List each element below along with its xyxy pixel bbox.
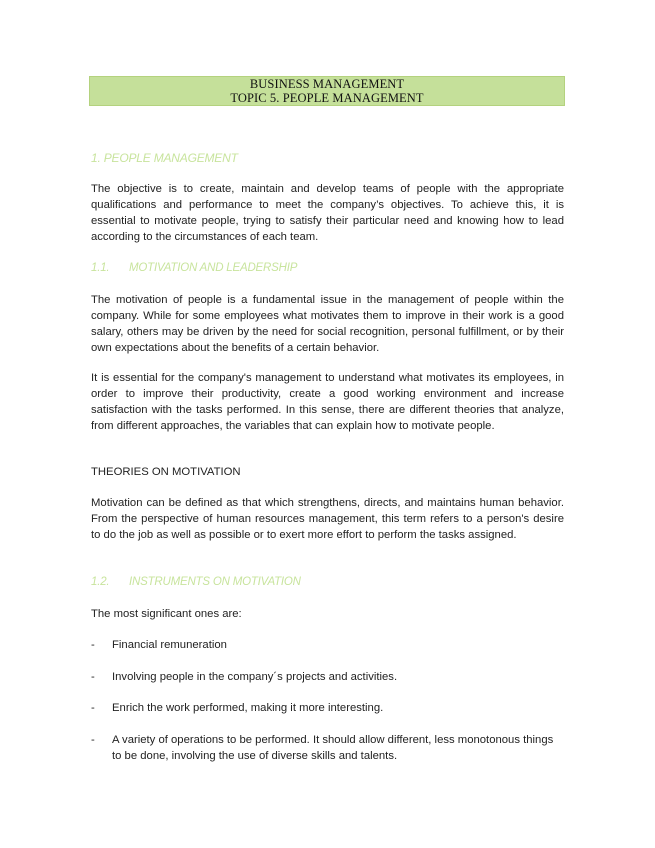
subsection-title: INSTRUMENTS ON MOTIVATION <box>129 576 301 588</box>
document-title-box <box>89 76 565 106</box>
subsection-heading-motivation-leadership <box>91 262 297 274</box>
theories-heading: THEORIES ON MOTIVATION <box>91 466 241 478</box>
list-bullet: - <box>91 639 95 651</box>
intro-paragraph: The objective is to create, maintain and develop teams of people with the appropriate qualifications and performance to meet the company’s objectives. To achieve this, it is essential to motivate people, trying to satisfy their particular need and knowing how to lead according to the circumstances of each team. <box>91 183 564 243</box>
list-item-text: A variety of operations to be performed. It should allow different, less monotonous things to be done, involving the use of diverse skills and talents. <box>112 734 554 762</box>
motivation-paragraph-1: The motivation of people is a fundamental issue in the management of people within the company. While for some employees what motivates them to improve in their work is a good salary, others may be driven by the need for social recognition, personal fulfillment, or by their own expectations about the benefits of a certain behavior. <box>91 294 564 354</box>
list-item-text: Involving people in the company´s projects and activities. <box>112 671 398 683</box>
subsection-number: 1.1. <box>91 262 110 274</box>
list-item-text: Financial remuneration <box>112 639 227 651</box>
subsection-title: MOTIVATION AND LEADERSHIP <box>129 262 298 274</box>
motivation-paragraph-3: Motivation can be defined as that which strengthens, directs, and maintains human behavior. From the perspective of human resources management, this term refers to a person's desire to do the job as well as possible or to exert more effort to perform the tasks assigned. <box>91 497 564 541</box>
subsection-heading-instruments <box>91 576 301 588</box>
list-item-text: Enrich the work performed, making it more interesting. <box>112 702 384 714</box>
subsection-number: 1.2. <box>91 576 110 588</box>
list-bullet: - <box>91 702 95 714</box>
topic-title: TOPIC 5. PEOPLE MANAGEMENT <box>230 91 424 105</box>
list-bullet: - <box>91 734 95 746</box>
course-title: BUSINESS MANAGEMENT <box>249 77 405 91</box>
list-bullet: - <box>91 671 95 683</box>
section-heading-people-management: 1. PEOPLE MANAGEMENT <box>91 151 238 165</box>
motivation-paragraph-2: It is essential for the company's management to understand what motivates its employees, in order to improve their productivity, create a good working environment and increase satisfaction with the tasks performed. In this sense, there are different theories that analyze, from different approaches, the variables that can explain how to motivate people. <box>91 372 564 432</box>
instruments-lead: The most significant ones are: <box>91 608 242 620</box>
